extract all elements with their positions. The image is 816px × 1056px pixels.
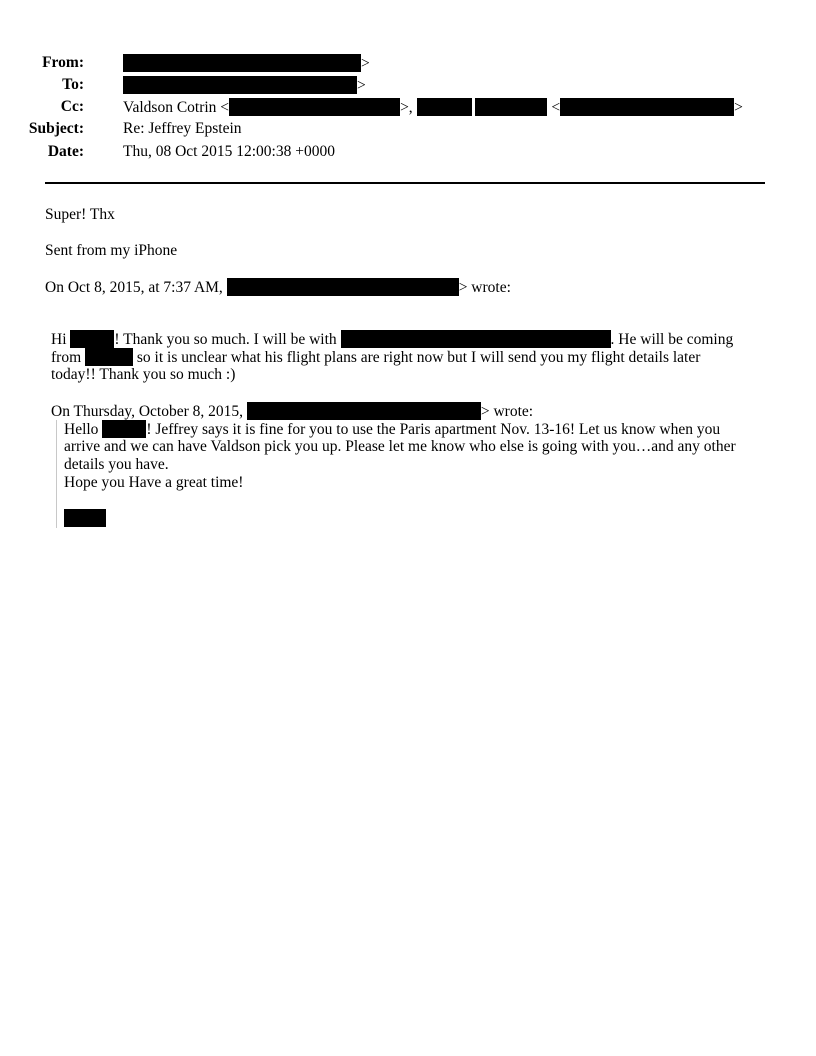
quote2-attribution-suffix: > wrote: xyxy=(480,403,534,420)
quote1-text: ! Thank you so much. I will be with xyxy=(114,331,337,348)
quote2-line-1 xyxy=(64,420,720,439)
redaction-block xyxy=(229,98,400,116)
from-label: From: xyxy=(42,54,84,71)
quote2-line-3: details you have. xyxy=(64,456,169,473)
redaction-block xyxy=(102,420,146,438)
attribution-prefix: On Oct 8, 2015, at 7:37 AM, xyxy=(45,279,223,296)
redaction-block xyxy=(247,402,481,420)
header-subject-row xyxy=(0,120,780,140)
quote1-line-1 xyxy=(51,330,733,349)
quote2-attribution-prefix: On Thursday, October 8, 2015, xyxy=(51,403,243,420)
header-from-row xyxy=(0,54,780,74)
redaction-block xyxy=(560,98,734,116)
redaction-block xyxy=(64,509,106,527)
header-date-row xyxy=(0,143,780,163)
quote2-text: ! Jeffrey says it is fine for you to use the Paris apartment Nov. 13-16! Let us know when you xyxy=(146,421,721,438)
cc-value xyxy=(123,98,743,117)
quote2-greeting: Hello xyxy=(64,421,99,438)
date-value: Thu, 08 Oct 2015 12:00:38 +0000 xyxy=(123,143,335,160)
quote2-signature xyxy=(64,509,106,528)
attribution-suffix: > wrote: xyxy=(458,279,511,296)
redaction-block xyxy=(417,98,472,116)
cc-label: Cc: xyxy=(60,98,84,115)
reply-attribution xyxy=(45,278,511,297)
redaction-block xyxy=(123,54,361,72)
header-to-row xyxy=(0,76,780,96)
reply-signature: Sent from my iPhone xyxy=(45,242,178,259)
reply-line-1: Super! Thx xyxy=(45,206,115,223)
date-label: Date: xyxy=(47,143,84,160)
redaction-block xyxy=(475,98,547,116)
redaction-block xyxy=(85,348,133,366)
to-suffix: > xyxy=(357,77,366,94)
cc-suffix: > xyxy=(734,99,743,116)
to-label: To: xyxy=(62,76,84,93)
to-value xyxy=(123,76,366,95)
quote1-line-3: today!! Thank you so much :) xyxy=(51,366,236,383)
quote2-line-2: arrive and we can have Valdson pick you up. Please let me know who else is going with you…and any other xyxy=(64,438,736,455)
cc-name: Valdson Cotrin < xyxy=(123,99,230,116)
quote1-text-end: . He will be coming xyxy=(610,331,734,348)
redaction-block xyxy=(227,278,459,296)
cc-separator: >, xyxy=(400,99,413,116)
redaction-block xyxy=(70,330,114,348)
quote2-attribution xyxy=(51,402,533,421)
quote1-line-2 xyxy=(51,348,700,367)
quote-bar xyxy=(56,420,57,528)
redaction-block xyxy=(123,76,357,94)
quote1-greeting: Hi xyxy=(51,331,67,348)
redaction-block xyxy=(341,330,611,348)
header-divider xyxy=(45,182,765,184)
quote2-line-4: Hope you Have a great time! xyxy=(64,474,244,491)
cc-bracket: < xyxy=(551,99,561,116)
subject-value: Re: Jeffrey Epstein xyxy=(123,120,242,137)
from-suffix: > xyxy=(361,55,370,72)
quote1-from: from xyxy=(51,349,82,366)
header-cc-row xyxy=(0,98,780,118)
from-value xyxy=(123,54,370,73)
subject-label: Subject: xyxy=(28,120,84,137)
quote1-text: so it is unclear what his flight plans are right now but I will send you my flight details later xyxy=(136,349,701,366)
